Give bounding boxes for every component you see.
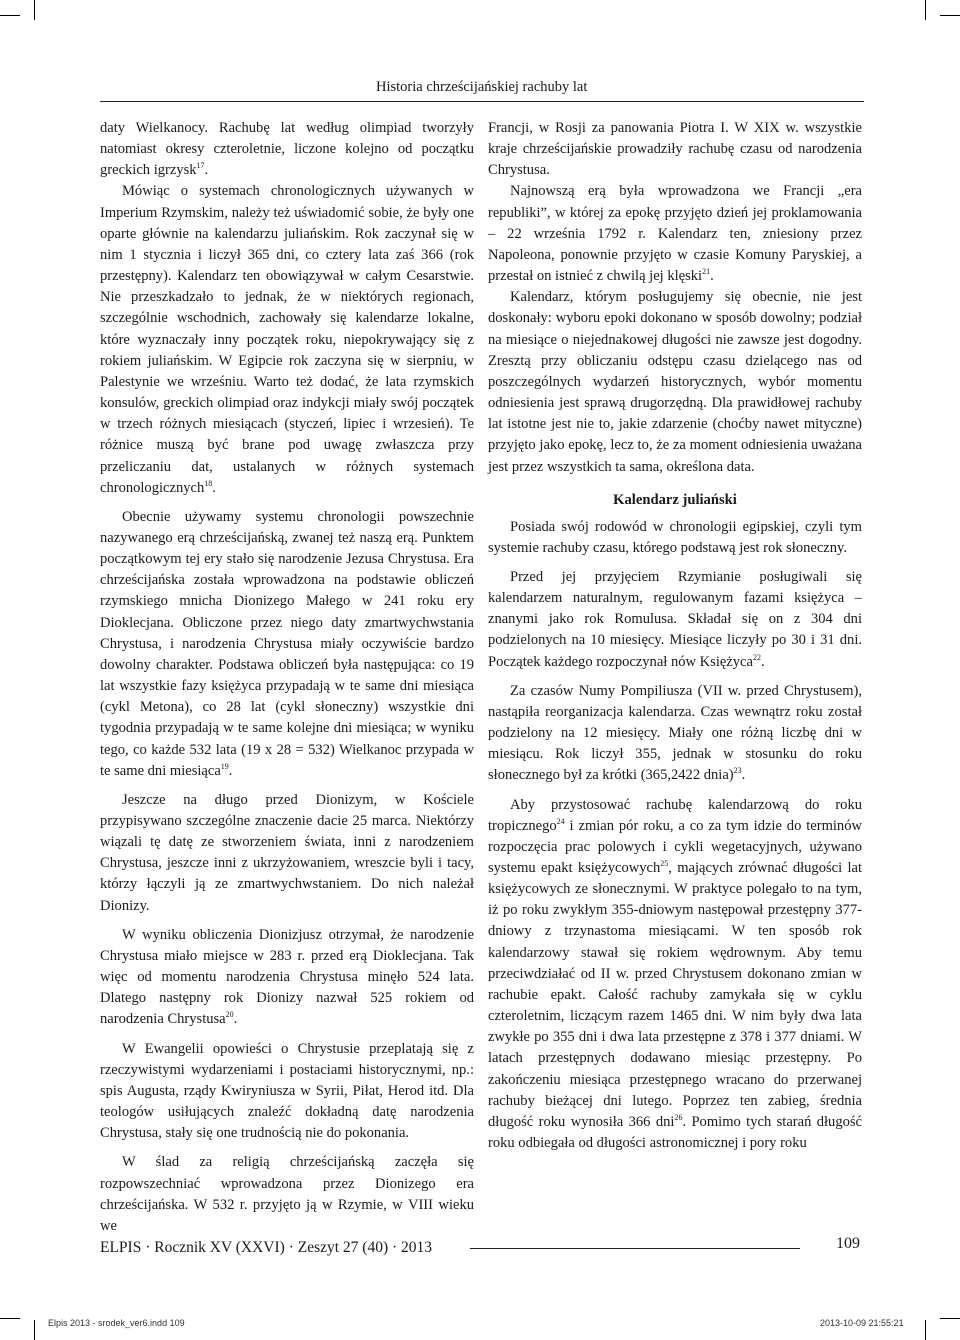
paragraph: Jeszcze na długo przed Dionizym, w Kościele przypisywano szczególne znaczenie dacie 25 marca. Niektórzy wiązali tę datę ze stworzeniem świata, inni z narodzeniem Chrystusa, jeszcze inni z ukrzyżowaniem, wreszcie byli i tacy, którzy łączyli ją ze zmartwychwstaniem. Do nich należał Dionizy. (100, 791, 474, 914)
left-column (100, 118, 474, 1237)
section-heading: Kalendarz juliański (613, 491, 737, 508)
paragraph: W wyniku obliczenia Dionizjusz otrzymał, że narodzenie Chrystusa miało miejsce w 283 r. przed erą Dioklecjana. Tak więc od momentu narodzenia Chrystusa minęło 524 lata. Dlatego następny rok Dionizy nazwał 525 rokiem od narodzenia Chrystusa$^{20}$. (100, 926, 474, 1028)
footer-rule (470, 1248, 800, 1249)
right-column (488, 118, 862, 1154)
crop-mark (925, 0, 926, 20)
paragraph: W Ewangelii opowieści o Chrystusie przeplatają się z rzeczywistymi wydarzeniami i postaciami historycznymi, np.: spis Augusta, rządy Kwiryniusza w Syrii, Piłat, Herod itd. Dla teologów usiłujących znaleźć dokładną datę narodzenia Chrystusa, stały się one trudnością nie do pokonania. (100, 1040, 474, 1142)
crop-mark (0, 15, 20, 16)
crop-mark (940, 1318, 960, 1319)
paragraph: Posiada swój rodowód w chronologii egipskiej, czyli tym systemie rachuby czasu, którego podstawą jest rok słoneczny. (488, 518, 862, 556)
paragraph: Za czasów Numy Pompiliusza (VII w. przed Chrystusem), nastąpiła reorganizacja kalendarza. Czas wewnątrz roku został podzielony na 12 miesięcy. Miały one różną liczbę dni w miesiącu. Rok liczył 355, jednak w stosunku do roku słonecznego był za krótki (365,2422 dnia)$^{23}$. (488, 682, 862, 784)
page-number: 109 (836, 1235, 860, 1252)
paragraph: Przed jej przyjęciem Rzymianie posługiwali się kalendarzem naturalnym, regulowanym fazami księżyca – znanymi jako rok Romulusa. Składał się on z 304 dni podzielonych na 10 miesięcy. Miesiące liczyły po 30 i 31 dni. Początek każdego rozpoczynał nów Księżyca$^{22}$. (488, 568, 862, 670)
crop-mark (940, 15, 960, 16)
crop-mark (925, 1320, 926, 1340)
paragraph: Obecnie używamy systemu chronologii powszechnie nazywanego erą chrześcijańską, zwanej też naszą erą. Punktem początkowym tej ery stało się narodzenie Jezusa Chrystusa. Era chrześcijańska została wprowadzona na podstawie obliczeń rzymskiego mnicha Dionizego Małego w 241 roku ery Dioklecjana. Obliczone przez niego daty zmartwychwstania Chrystusa, i narodzenia Chrystusa miały oczywiście bardzo dowolny charakter. Podstawa obliczeń była następująca: co 19 lat wszystkie fazy księżyca przypadają w te same dni miesiąca (cykl Metona), co 28 lat (cykl słoneczny) wszystkie dni tygodnia przypadają w te same kolejne dni miesiąca; w wyniku tego, co każde 532 lata (19 x 28 = 532) Wielkanoc przypada w te same dni miesiąca$^{19}$. (100, 508, 474, 779)
crop-mark (0, 1318, 20, 1319)
print-slug-timestamp: 2013-10-09 21:55:21 (820, 1318, 904, 1328)
paragraph: Najnowszą erą była wprowadzona we Francji „era republiki”, w której za epokę przyjęto dzień jej proklamowania – 22 września 1792 r. Kalendarz ten, zniesiony przez Napoleona, ponownie przyjęto w czasie Komuny Paryskiej, a przestał on istnieć z chwilą jej klęski$^{21}$. (488, 183, 862, 285)
running-title: Historia chrześcijańskiej rachuby lat (376, 79, 588, 95)
crop-mark (34, 1320, 35, 1340)
print-slug-file: Elpis 2013 - srodek_ver6.indd 109 (48, 1318, 185, 1328)
paragraph: W ślad za religią chrześcijańską zaczęła się rozpowszechniać wprowadzona przez Dionizego era chrześcijańska. W 532 r. przyjęto ją w Rzymie, w VIII wieku we (100, 1154, 474, 1234)
crop-mark (34, 0, 35, 20)
paragraph: Aby przystosować rachubę kalendarzową do roku tropicznego$^{24}$ i zmian pór roku, a co za tym idzie do terminów rozpoczęcia prac polowych i cykli wegetacyjnych, używano systemu epakt księżycowych$^{25}$, mających zrównać długości lat księżycowych ze słonecznymi. W praktyce polegało to na tym, iż po roku zwykłym 355-dniowym następował przestępny 377-dniowy z trzynastoma miesiącami. W ten sposób rok kalendarzowy stawał się rokiem wędrownym. Aby temu przeciwdziałać od II w. przed Chrystusem dokonano zmian w rachubie epakt. Całość rachuby zamykała się w cyklu czteroletnim, liczącym razem 1465 dni. W nim były dwa lata zwykłe po 355 dni i dwa lata przestępne z 378 i 377 dniami. W latach przestępnych dodawano miesiąc przestępny. Po zakończeniu miesiąca przestępnego wracano do przerwanej rachuby bieżącej dni lutego. Poprzez ten zabieg, średnia długość roku wynosiła 366 dni$^{26}$. Pomimo tych starań długość roku odbiegała od długości astronomicznej i pory roku (488, 796, 862, 1152)
paragraph: daty Wielkanocy. Rachubę lat według olimpiad tworzyły natomiast okresy czteroletnie, liczone kolejno od początku greckich igrzysk$^{17}$. (100, 120, 474, 179)
paragraph: Francji, w Rosji za panowania Piotra I. W XIX w. wszystkie kraje chrześcijańskie prowadziły rachubę czasu od narodzenia Chrystusa. (488, 120, 862, 179)
journal-footer: ELPIS · Rocznik XV (XXVI) · Zeszyt 27 (40) · 2013 (100, 1239, 433, 1256)
header-rule (100, 101, 864, 102)
paragraph: Kalendarz, którym posługujemy się obecnie, nie jest doskonały: wyboru epoki dokonano w sposób dowolny; podział na miesiące o niejednakowej długości nie zawsze jest dogodny. Zresztą przy obliczaniu odstępu czasu dzielącego nas od poszczególnych wydarzeń historycznych, wybór momentu odniesienia jest sprawą drugorzędną. Dla prawidłowej rachuby lat istotne jest nie to, jakie zdarzenie (choćby nawet mityczne) przyjęto jako epokę, lecz to, że za moment odniesienia uważana jest przez wszystkich ta sama, określona data. (488, 289, 862, 475)
paragraph: Mówiąc o systemach chronologicznych używanych w Imperium Rzymskim, należy też uświadomić sobie, że były one oparte głównie na kalendarzu juliańskim. Rok zaczynał się w nim 1 stycznia i liczył 365 dni, co cztery lata zaś 366 (rok przestępny). Kalendarz ten obowiązywał w całym Cesarstwie. Nie przeszkadzało to jednak, że w niektórych regionach, szczególnie wschodnich, zachowały się kalendarze lokalne, które wyznaczały inny początek roku, niepokrywający się z rokiem juliańskim. W Egipcie rok zaczyna się w sierpniu, w Palestynie we wrześniu. Warto też dodać, że lata rzymskich konsulów, greckich olimpiad oraz indykcji miały swój początek w trzech różnych miesiącach (styczeń, lipiec i wrzesień). Te różnice muszą być brane pod uwagę zwłaszcza przy przeliczaniu dat, ustalanych w różnych systemach chronologicznych$^{18}$. (100, 183, 474, 496)
